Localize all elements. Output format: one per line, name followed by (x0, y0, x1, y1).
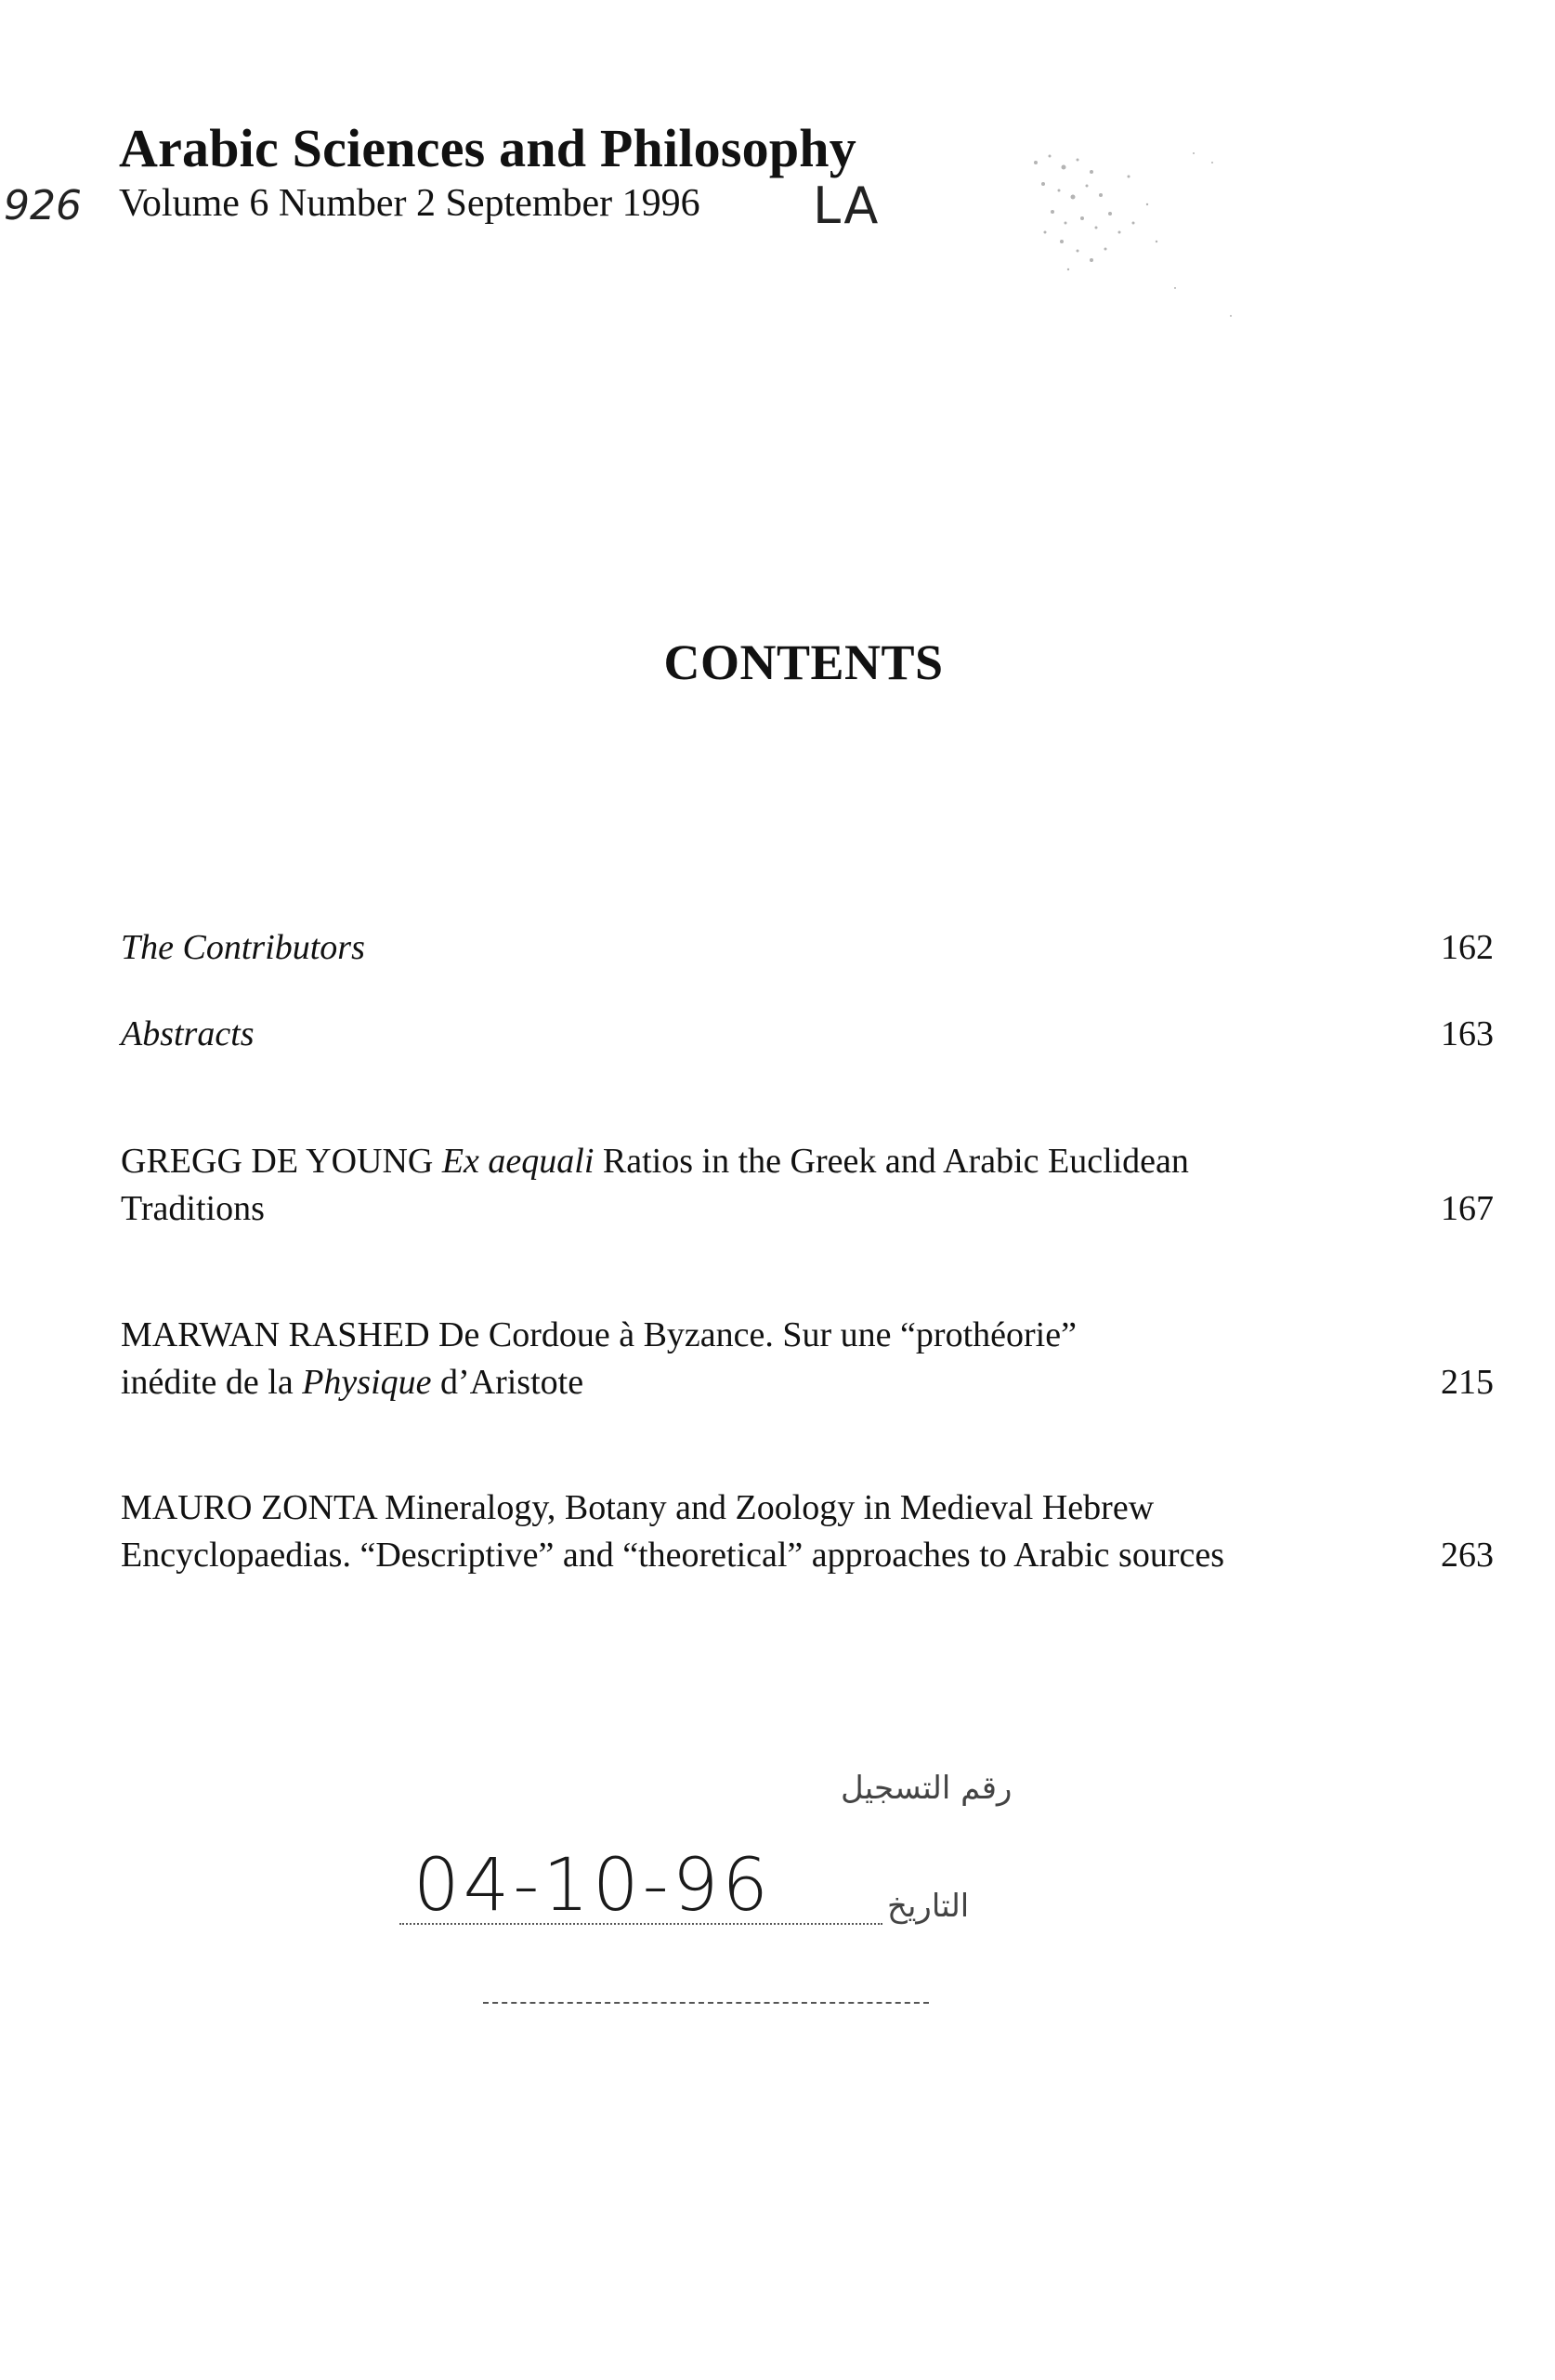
toc-entry-line (121, 1138, 1494, 1185)
stamp-date-label: التاريخ (887, 1888, 970, 1925)
toc-entry[interactable] (121, 1312, 1494, 1406)
contents-heading: CONTENTS (663, 634, 944, 690)
toc-page-number: 215 (1441, 1363, 1494, 1402)
toc-entry-author: GREGG DE YOUNG (121, 1142, 434, 1181)
toc-page-number: 167 (1441, 1189, 1494, 1228)
stamp-signature-line (483, 2002, 929, 2004)
toc-entry-line (121, 1359, 1494, 1406)
handwritten-margin-note-left: 926 (4, 182, 82, 229)
toc-entry-line (121, 1484, 1494, 1532)
toc-entry-author: MARWAN RASHED (121, 1315, 430, 1354)
handwritten-date: 04-10-96 (413, 1844, 773, 1928)
toc-entry-title-italic: Physique (302, 1363, 432, 1402)
toc-entry[interactable] (121, 1484, 1494, 1579)
toc-page-number: 263 (1441, 1536, 1494, 1575)
stamp-date-line (399, 1923, 882, 1925)
stamp-registration-label: رقم التسجيل (841, 1770, 1013, 1807)
toc-entry-title-continued: d’Aristote (440, 1363, 584, 1402)
toc-entry-title-italic: Ex aequali (441, 1142, 595, 1181)
faded-stamp-mark (1008, 139, 1249, 334)
toc-entry-title: The Contributors (121, 928, 365, 967)
handwritten-margin-note-right: LA (813, 177, 881, 235)
toc-entry-title-continued: Encyclopaedias. “Descriptive” and “theoretical” approaches to Arabic sources (121, 1536, 1225, 1575)
toc-entry-line (121, 1312, 1494, 1359)
toc-entry-title: Ratios in the Greek and Arabic Euclidean (602, 1142, 1189, 1181)
toc-entry[interactable] (121, 1011, 1494, 1058)
toc-entry-author: MAURO ZONTA (121, 1488, 376, 1527)
toc-entry-title: De Cordoue à Byzance. Sur une “prothéorie” (438, 1315, 1077, 1354)
issue-line: Volume 6 Number 2 September 1996 (119, 182, 700, 225)
toc-page-number: 162 (1441, 928, 1494, 967)
toc-entry-title: Mineralogy, Botany and Zoology in Medieval Hebrew (385, 1488, 1155, 1527)
toc-page-number: 163 (1441, 1014, 1494, 1053)
toc-entry[interactable] (121, 924, 1494, 972)
toc-entry-title: Abstracts (121, 1014, 255, 1053)
toc-entry[interactable] (121, 1138, 1494, 1233)
journal-title: Arabic Sciences and Philosophy (119, 118, 856, 178)
toc-entry-title-continued: Traditions (121, 1189, 265, 1228)
toc-entry-title-continued: inédite de la (121, 1363, 294, 1402)
